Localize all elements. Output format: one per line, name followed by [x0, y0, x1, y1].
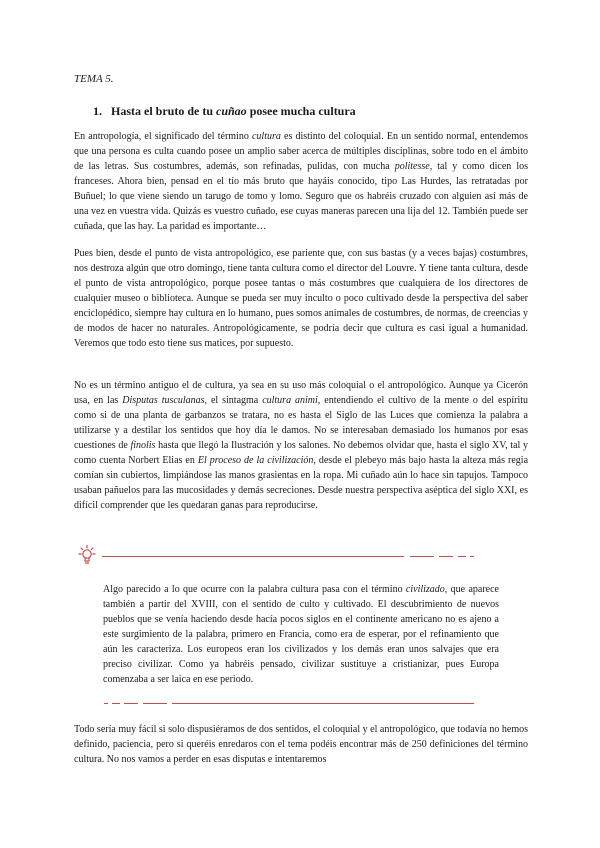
note-emphasis-civilizado: civilizado,: [405, 584, 448, 595]
heading-text-end: posee mucha cultura: [246, 104, 356, 118]
note-bottom-dash: [143, 703, 167, 704]
note-text-c: que aparece también a partir del XVIII, con el sentido de culto y cultivado. El descubrimiento de nuevos pueblos que se venía haciendo desde hacía pocos siglos en el continente americano no es ajeno a este surgimiento de la palabra, primero en Francia, como era de esperar, por el refinamiento que aún les caracteriza. Los europeos eran los civilizados y los demás eran unos salvajes que era preciso civilizar. Como ya habréis pensado, civilizar sustituye a cristianizar, pues Europa comenzaba a ser laica en ese periodo.: [103, 584, 499, 685]
note-bottom-dash: [104, 703, 108, 704]
p1-emphasis-cultura: cultura: [251, 131, 281, 142]
p1-text-a: En antropología, el significado del término: [74, 131, 252, 142]
chapter-label: TEMA 5.: [74, 73, 114, 85]
section-number: 1.: [93, 104, 102, 118]
paragraph-3: [74, 378, 528, 513]
p1-emphasis-politesse: politesse,: [394, 161, 433, 172]
p3-text-g: hasta que llegó la Ilustración y los salones. No debemos olvidar que, hasta el siglo XV, tal y como cuenta Norbert Elias en: [74, 440, 528, 466]
paragraph-1: [74, 129, 528, 234]
note-top-dash: [439, 556, 453, 557]
section-heading: [93, 104, 356, 119]
p3-emphasis-disputas: Disputas tusculanas,: [122, 395, 208, 406]
heading-text-start: Hasta el bruto de tu: [111, 104, 216, 118]
paragraph-4: Todo sería muy fácil si solo dispusiéramos de dos sentidos, el coloquial y el antropológico, que todavía no hemos definido, paciencia, pero si queréis enredaros con el tema podéis encontrar más de 250 definiciones del término cultura. No nos vamos a perder en esas disputas e intentaremos: [74, 724, 528, 765]
note-top-dash: [458, 556, 466, 557]
note-top-dash: [470, 556, 474, 557]
p3-text-c: el sintagma: [207, 395, 263, 406]
note-bottom-dash: [112, 703, 120, 704]
note-top-rule: [102, 556, 404, 557]
paragraph-2: Pues bien, desde el punto de vista antropológico, ese pariente que, con sus bastas (y a veces bajas) costumbres, nos destroza algún que otro domingo, tiene tanta cultura como el director del Louvre. Y tiene tanta cultura, desde el punto de vista antropológico, porque posee tantas o más costumbres que cualquiera de los directores de cualquier museo o biblioteca. Aunque se pueda ser muy inculto o poco cultivado desde la perspectiva del saber enciclopédico, siempre hay cultura en lo humano, pues somos animales de costumbres, de normas, de creencias y de modos de hacer no naturales. Antropológicamente, se podría decir que cultura es casi igual a humanidad. Veremos que todo esto tiene sus matices, por supuesto.: [74, 248, 528, 349]
p3-emphasis-cultura-animi: cultura animi,: [262, 395, 321, 406]
note-bottom-rule: [172, 703, 474, 704]
p1-text-c: es distinto del coloquial. En un sentido normal, entendemos que una persona es culta cuando posee un amplio saber acerca de múltiples disciplinas, sobre todo en el ámbito de las letras. Sus costumbres, además, son refinadas, pulidas, con mucha: [74, 131, 528, 172]
p3-text-i: desde el plebeyo más bajo hasta la alteza más regia comían sin cubiertos, limpiándose las manos grasientas en la ropa. Mi cuñado aún lo hace sin tapujos. Tampoco usaban pañuelos para las mucosidades y demás secreciones. Desde nuestra perspectiva aséptica del siglo XXI, es difícil comprender que les quedaran ganas para reproducirse.: [74, 455, 529, 511]
note-top-dash: [410, 556, 434, 557]
heading-emphasis: cuñao: [216, 104, 247, 118]
p3-text-a: No es un término antiguo el de cultura, ya sea en su uso más coloquial o el antropológico. Aunque ya Cicerón usa, en las: [74, 380, 528, 406]
p3-text-e: entendiendo el cultivo de la mente o del espíritu como si de una planta de garbanzos se tratara, no es hasta el Siglo de las Luces que comienza la palabra a utilizarse y a destilar los sentidos que hoy día le damos. No se interesaban demasiado los humanos por esas cuestiones de: [74, 395, 528, 451]
note-text-a: Algo parecido a lo que ocurre con la palabra cultura pasa con el término: [103, 584, 406, 595]
p3-emphasis-finolis: finolis: [130, 440, 156, 451]
p1-text-e: tal y como dicen los franceses. Ahora bien, pensad en el tío más bruto que hayáis conocido, tipo Las Hurdes, las retratadas por Buñuel; lo que viene siendo un tarugo de tomo y lomo. Seguro que os habréis cruzado con alguien así más de una vez en vuestra vida. Quizás es vuestro cuñado, ese cuyas maneras parecen una lija del 12. También puede ser cuñada, que las hay. La paridad es importante…: [74, 161, 528, 232]
p3-emphasis-proceso: El proceso de la civilización,: [197, 455, 316, 466]
lightbulb-icon: [76, 544, 98, 566]
note-box-text: [103, 582, 499, 687]
note-bottom-dash: [124, 703, 138, 704]
